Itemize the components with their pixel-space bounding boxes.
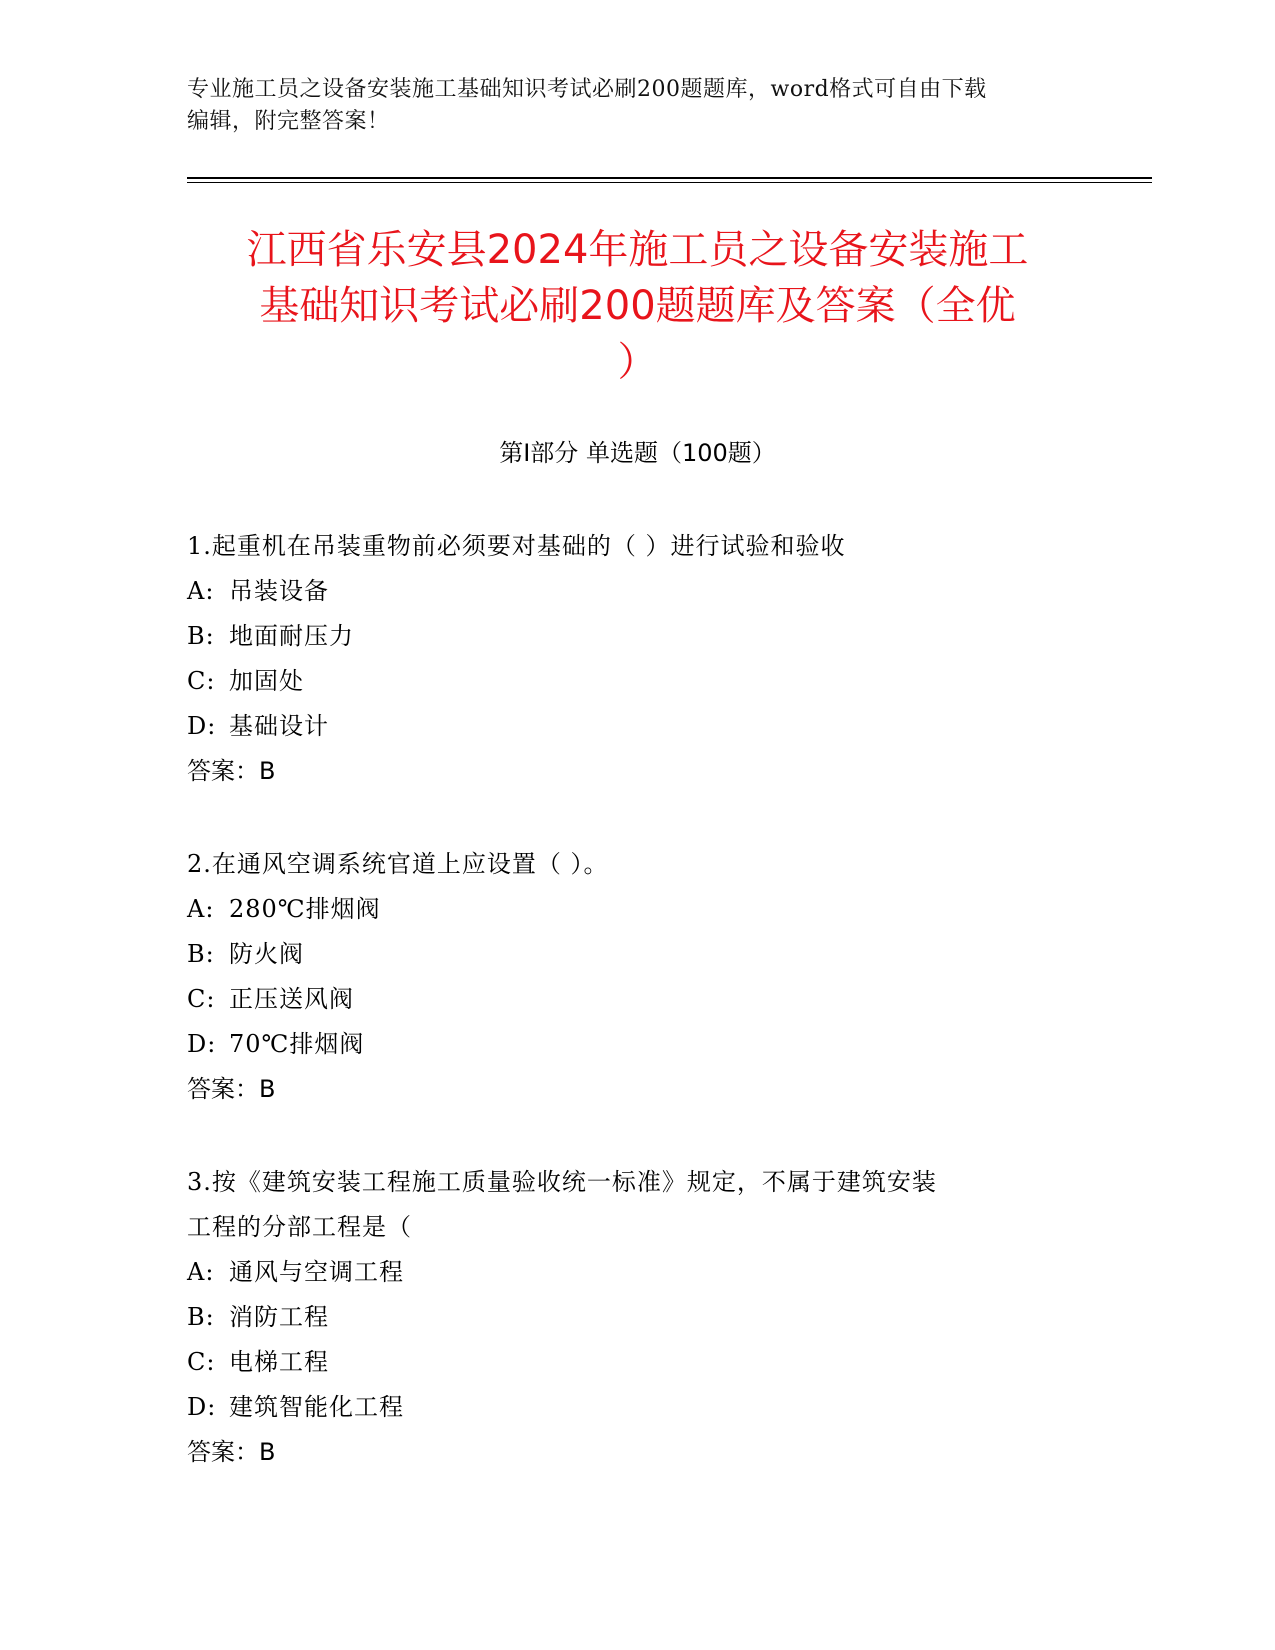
option-text: 防火阀 <box>229 940 304 968</box>
question-stem: 2.在通风空调系统官道上应设置（ ）。 <box>187 850 609 878</box>
document-title <box>170 222 1105 390</box>
option-letter: C: <box>187 667 216 695</box>
option-a <box>187 887 1087 932</box>
option-text: 地面耐压力 <box>229 622 354 650</box>
section-heading: 第Ⅰ部分 单选题（100题） <box>499 439 776 467</box>
option-letter: B: <box>187 1303 215 1331</box>
option-letter: B: <box>187 940 215 968</box>
option-d <box>187 1385 1087 1430</box>
option-text: 通风与空调工程 <box>229 1258 404 1286</box>
option-letter: D: <box>187 1030 217 1058</box>
option-text: 消防工程 <box>229 1303 329 1331</box>
option-letter: C: <box>187 1348 216 1376</box>
question-stem: 1.起重机在吊装重物前必须要对基础的（ ）进行试验和验收 <box>187 532 846 560</box>
document-title-line-3: ） <box>617 339 658 385</box>
option-text: 加固处 <box>229 667 304 695</box>
header-divider-thick <box>187 177 1152 179</box>
option-b <box>187 932 1087 977</box>
answer-line: 答案：B <box>187 1075 276 1103</box>
option-text: 正压送风阀 <box>229 985 354 1013</box>
option-c <box>187 1340 1087 1385</box>
question-stem: 3.按《建筑安装工程施工质量验收统一标准》规定，不属于建筑安装 <box>187 1168 937 1196</box>
option-letter: A: <box>187 895 215 923</box>
answer-line: 答案：B <box>187 1438 276 1466</box>
option-text: 建筑智能化工程 <box>229 1393 404 1421</box>
document-title-line-2: 基础知识考试必刷200题题库及答案（全优 <box>259 283 1016 329</box>
option-text: 电梯工程 <box>229 1348 329 1376</box>
option-letter: C: <box>187 985 216 1013</box>
option-letter: D: <box>187 1393 217 1421</box>
option-b <box>187 1295 1087 1340</box>
option-b <box>187 614 1087 659</box>
header-note-line-2: 编辑，附完整答案！ <box>187 109 390 134</box>
header-divider-thin <box>187 182 1152 183</box>
option-d <box>187 1022 1087 1067</box>
option-c <box>187 977 1087 1022</box>
option-d <box>187 704 1087 749</box>
document-title-line-1: 江西省乐安县2024年施工员之设备安装施工 <box>246 227 1029 273</box>
option-text: 70℃排烟阀 <box>229 1030 365 1058</box>
option-letter: A: <box>187 577 215 605</box>
option-a <box>187 1250 1087 1295</box>
header-note <box>187 74 1087 138</box>
option-text: 基础设计 <box>229 712 329 740</box>
answer-line: 答案：B <box>187 757 276 785</box>
question-3 <box>187 1160 1087 1475</box>
option-letter: B: <box>187 622 215 650</box>
option-text: 吊装设备 <box>229 577 329 605</box>
option-c <box>187 659 1087 704</box>
header-note-line-1: 专业施工员之设备安装施工基础知识考试必刷200题题库，word格式可自由下载 <box>187 77 987 102</box>
option-a <box>187 569 1087 614</box>
question-stem-continued: 工程的分部工程是（ <box>187 1213 412 1241</box>
option-letter: D: <box>187 712 217 740</box>
question-1 <box>187 524 1087 794</box>
option-letter: A: <box>187 1258 215 1286</box>
option-text: 280℃排烟阀 <box>229 895 381 923</box>
question-2 <box>187 842 1087 1112</box>
